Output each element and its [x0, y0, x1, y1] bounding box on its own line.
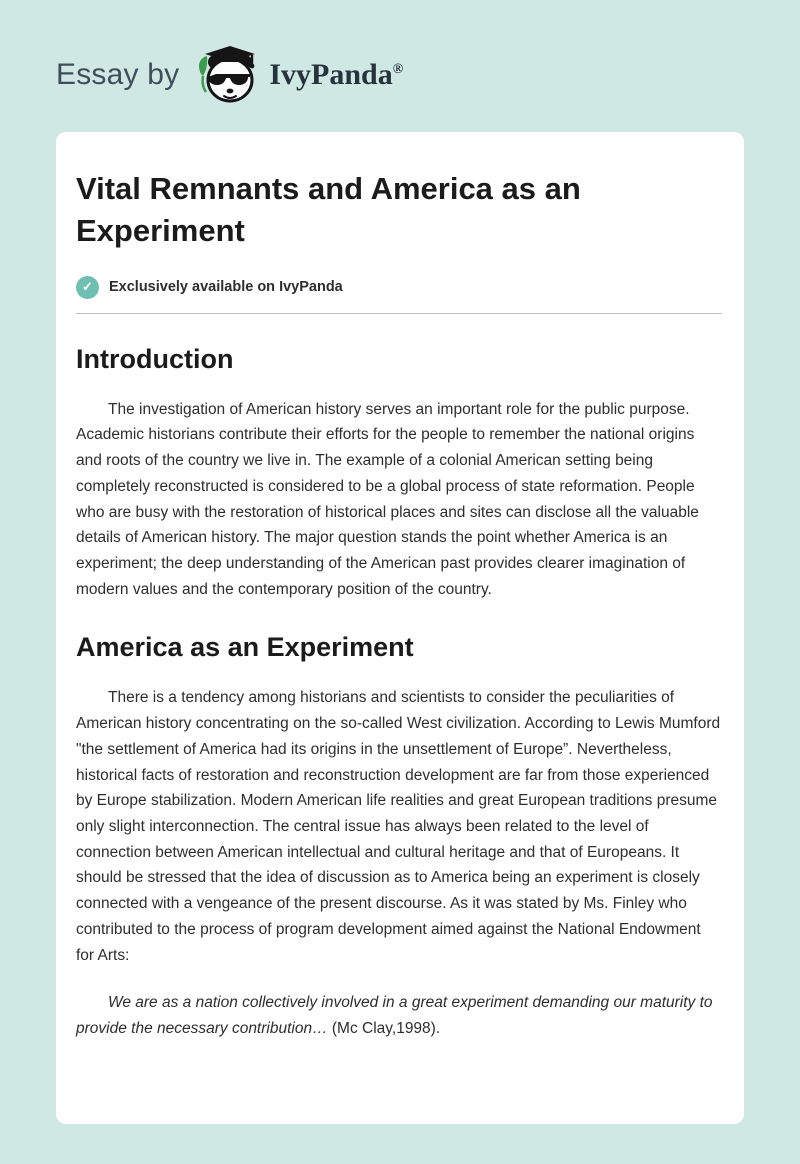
page-header [0, 0, 800, 132]
registered-mark: ® [392, 62, 404, 77]
availability-badge [76, 276, 722, 299]
america-experiment-paragraph: There is a tendency among historians and scientists to consider the peculiarities of American history concentrating on the so-called West civilization. According to Lewis Mumford "the settlement of America had its origins in the unsettlement of Europe”. Nevertheless, historical facts of restoration and reconstruction development are far from those experienced by Europe stabilization. Modern American life realities and great European traditions presume only slight interconnection. The central issue has always been related to the level of connection between American intellectual and cultural heritage and that of Europeans. It should be stressed that the idea of discussion as to America being an experiment is closely connected with a vengeance of the present discourse. As it was stated by Ms. Finley who contributed to the process of program development aimed against the National Endowment for Arts: [76, 689, 721, 964]
check-icon: ✓ [76, 276, 99, 299]
section-heading-introduction: Introduction [76, 343, 234, 374]
brand-text: IvyPanda [269, 58, 393, 91]
divider [76, 313, 722, 314]
panda-icon [193, 44, 259, 106]
essay-card [56, 132, 744, 1124]
ivypanda-logo [193, 44, 403, 106]
essay-title: Vital Remnants and America as an Experiment [76, 171, 581, 248]
quote-text: We are as a nation collectively involved in a great experiment demanding our maturity to provide the necessary contribution… [76, 994, 713, 1038]
availability-label: Exclusively available on IvyPanda [109, 279, 343, 296]
brand-name [269, 58, 403, 92]
block-quote [76, 990, 722, 1041]
essay-by-label: Essay by [56, 58, 180, 91]
section-heading-america-experiment: America as an Experiment [76, 632, 414, 663]
introduction-paragraph: The investigation of American history serves an important role for the public purpose. Academic historians contribute their efforts for the people to remember the national origins and roots of the country we live in. The example of a colonial American setting being completely reconstructed is considered to be a global process of state reformation. People who are busy with the restoration of historical places and sites can disclose all the valuable details of American history. The major question stands the point whether America is an experiment; the deep understanding of the American past provides clearer imagination of modern values and the contemporary position of the country. [76, 400, 699, 598]
quote-citation: (Mc Clay,1998). [327, 1020, 441, 1038]
